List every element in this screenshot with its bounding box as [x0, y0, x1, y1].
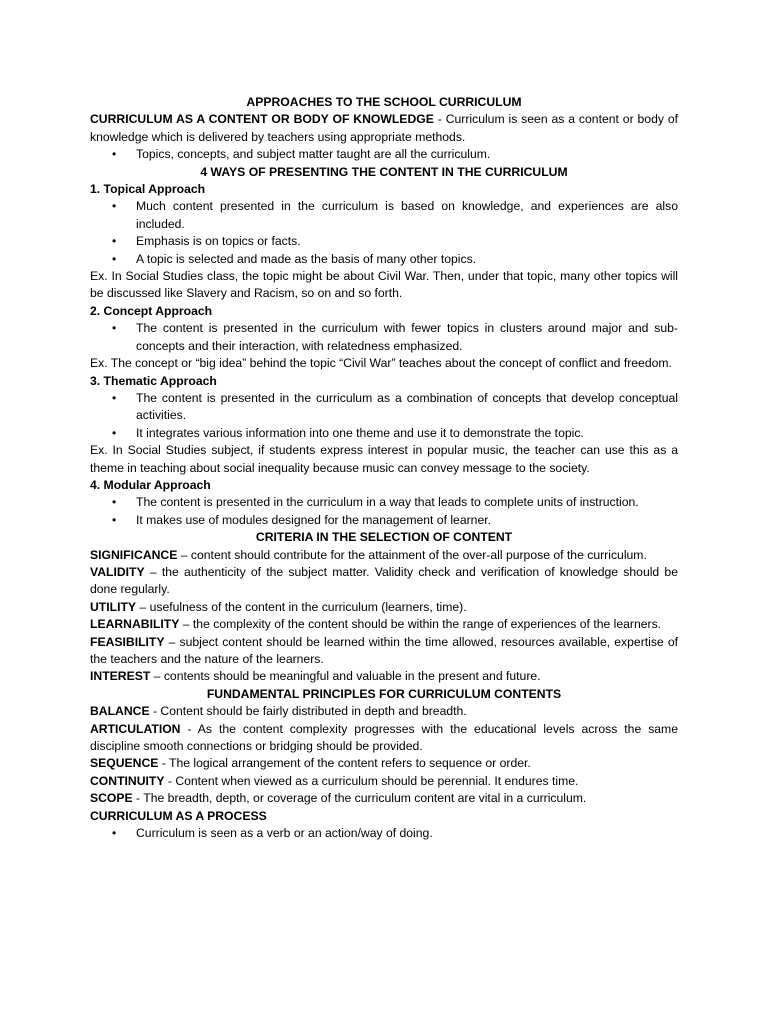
list-item: • The content is presented in the curriculum as a combination of concepts that develop conceptual activities.	[90, 390, 678, 425]
criteria-text: – content should contribute for the attainment of the over-all purpose of the curriculum.	[177, 547, 647, 562]
thematic-bullet-list	[90, 390, 678, 442]
principle-term: CONTINUITY	[90, 773, 165, 788]
principle-item-balance	[90, 703, 678, 720]
list-item: • A topic is selected and made as the basis of many other topics.	[90, 251, 678, 268]
document-title: APPROACHES TO THE SCHOOL CURRICULUM	[246, 95, 522, 109]
thematic-example: Ex. In Social Studies subject, if students express interest in popular music, the teacher can use this as a theme in teaching about social inequality because music can convey message to the society.	[90, 443, 678, 475]
criteria-term: UTILITY	[90, 599, 137, 614]
content-definition	[90, 111, 678, 146]
principle-item-scope	[90, 790, 678, 807]
principle-item-sequence	[90, 755, 678, 772]
list-item: • Curriculum is seen as a verb or an action/way of doing.	[90, 825, 678, 842]
list-item: • It integrates various information into one theme and use it to demonstrate the topic.	[90, 425, 678, 442]
content-term: CURRICULUM AS A CONTENT OR BODY OF KNOWLEDGE	[90, 112, 434, 127]
list-item: • It makes use of modules designed for the management of learner.	[90, 512, 678, 529]
criteria-term: SIGNIFICANCE	[90, 547, 178, 562]
principle-term: BALANCE	[90, 704, 150, 719]
criteria-item-learnability	[90, 616, 678, 633]
criteria-term: INTEREST	[90, 669, 151, 684]
list-item: • Much content presented in the curriculum is based on knowledge, and experiences are also included.	[90, 198, 678, 233]
ways-heading: 4 WAYS OF PRESENTING THE CONTENT IN THE CURRICULUM	[200, 164, 568, 179]
topical-bullet-list	[90, 198, 678, 268]
criteria-term: VALIDITY	[90, 564, 145, 579]
process-heading: CURRICULUM AS A PROCESS	[90, 808, 267, 823]
concept-bullet-list	[90, 320, 678, 355]
criteria-item-interest	[90, 668, 678, 685]
list-item: • Topics, concepts, and subject matter taught are all the curriculum.	[90, 146, 678, 163]
criteria-text: – usefulness of the content in the curriculum (learners, time).	[136, 599, 467, 614]
principle-term: ARTICULATION	[90, 721, 181, 736]
content-definition-text: - Curriculum is seen as a content or body of knowledge which is delivered by teachers using appropriate methods.	[90, 112, 678, 144]
list-item: • The content is presented in the curriculum with fewer topics in clusters around major and sub-concepts and their interaction, with relatedness emphasized.	[90, 320, 678, 355]
principle-term: SEQUENCE	[90, 756, 159, 771]
list-item: • Emphasis is on topics or facts.	[90, 233, 678, 250]
criteria-heading: CRITERIA IN THE SELECTION OF CONTENT	[255, 530, 513, 545]
concept-example: Ex. The concept or “big idea” behind the topic “Civil War” teaches about the concept of conflict and freedom.	[90, 356, 672, 371]
principle-item-articulation	[90, 721, 678, 756]
list-item: • The content is presented in the curriculum in a way that leads to complete units of instruction.	[90, 494, 678, 511]
approach-heading-topical: 1. Topical Approach	[90, 182, 206, 197]
modular-bullet-list	[90, 494, 678, 529]
criteria-text: – the authenticity of the subject matter. Validity check and verification of knowledge should be done regularly.	[90, 564, 678, 597]
criteria-term: LEARNABILITY	[90, 617, 180, 632]
principle-text: - As the content complexity progresses with the educational levels across the same discipline smooth connections or bridging should be provided.	[90, 721, 678, 754]
criteria-term: FEASIBILITY	[90, 634, 165, 649]
principle-text: - The logical arrangement of the content refers to sequence or order.	[158, 756, 531, 771]
approach-heading-concept: 2. Concept Approach	[90, 303, 213, 318]
criteria-text: – the complexity of the content should be within the range of experiences of the learners.	[179, 617, 662, 632]
topical-example: Ex. In Social Studies class, the topic might be about Civil War. Then, under that topic, many other topics will be discussed like Slavery and Racism, so on and so forth.	[90, 269, 678, 301]
approach-heading-thematic: 3. Thematic Approach	[90, 373, 217, 388]
content-bullet-list	[90, 146, 678, 163]
approach-heading-modular: 4. Modular Approach	[90, 477, 211, 492]
criteria-text: – subject content should be learned within the time allowed, resources available, expertise of the teachers and the nature of the learners.	[90, 634, 678, 666]
principle-text: - Content should be fairly distributed in depth and breadth.	[149, 704, 467, 719]
principle-item-continuity	[90, 773, 678, 790]
principle-text: - The breadth, depth, or coverage of the curriculum content are vital in a curriculum.	[132, 791, 587, 806]
criteria-item-significance	[90, 547, 678, 564]
process-bullet-list	[90, 825, 678, 842]
criteria-text: – contents should be meaningful and valuable in the present and future.	[150, 669, 541, 684]
criteria-item-utility	[90, 599, 678, 616]
principle-term: SCOPE	[90, 791, 133, 806]
principles-heading: FUNDAMENTAL PRINCIPLES FOR CURRICULUM CONTENTS	[206, 686, 562, 701]
criteria-item-validity	[90, 564, 678, 599]
criteria-item-feasibility	[90, 634, 678, 669]
document-body	[90, 94, 678, 842]
principle-text: - Content when viewed as a curriculum should be perennial. It endures time.	[164, 773, 579, 788]
